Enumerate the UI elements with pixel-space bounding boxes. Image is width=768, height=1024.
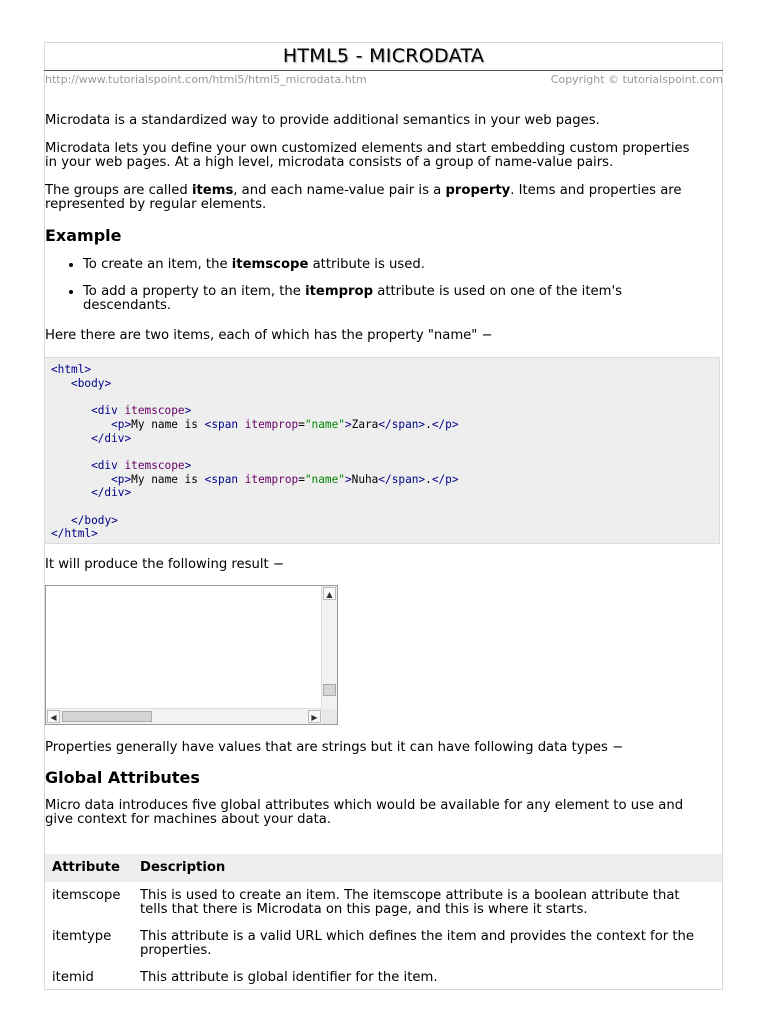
result-lead: It will produce the following result − (45, 557, 284, 572)
term-itemscope: itemscope (231, 257, 309, 272)
horizontal-scrollbar[interactable] (46, 708, 322, 724)
code-token: <div (91, 458, 118, 472)
data-types-lead: Properties generally have values that are strings but it can have following data types − (45, 740, 624, 755)
term-itemprop: itemprop (305, 284, 374, 299)
code-block (44, 357, 720, 544)
code-token: My name is (131, 472, 205, 486)
code-token: "name" (304, 472, 345, 486)
global-attributes-intro (45, 799, 683, 827)
intro-paragraph-2-line-1: Microdata lets you define your own customized elements and start embedding custom properties (45, 141, 690, 156)
description-line: This attribute is global identifier for the item. (140, 970, 438, 985)
code-token: </p> (431, 417, 459, 431)
code-token: . (425, 417, 432, 431)
table-row (45, 923, 722, 964)
code-token: </html> (51, 527, 98, 541)
attributes-table (45, 854, 722, 991)
text: To create an item, the (83, 257, 232, 272)
description-line: This attribute is a valid URL which defines the item and provides the context for the (140, 929, 695, 944)
attribute-name-cell: itemtype (52, 929, 112, 944)
text: descendants. (83, 298, 172, 313)
code-token: itemprop (244, 472, 299, 486)
code-token: <p> (111, 472, 132, 486)
description-line: This is used to create an item. The itemscope attribute is a boolean attribute that (140, 888, 680, 903)
source-url[interactable]: http://www.tutorialspoint.com/html5/html5_microdata.htm (45, 73, 367, 86)
vertical-scroll-thumb[interactable] (323, 684, 336, 696)
list-item (83, 285, 705, 313)
attribute-description-cell (133, 923, 722, 964)
list-item (83, 258, 705, 272)
arrow-left-icon[interactable]: ◀ (47, 710, 60, 723)
column-header-description: Description (133, 854, 722, 882)
code-token: <body> (71, 376, 112, 390)
arrow-right-icon[interactable]: ▶ (308, 710, 321, 723)
code-token: > (184, 404, 192, 418)
code-token: <p> (111, 417, 132, 431)
text: attribute is used on one of the item's (373, 284, 622, 299)
code-token: </div> (91, 486, 132, 500)
global-attributes-heading: Global Attributes (45, 768, 200, 787)
code-token: Zara (351, 417, 379, 431)
code-token: itemprop (244, 417, 299, 431)
column-header-attribute: Attribute (45, 854, 133, 882)
code-token: <span (204, 417, 239, 431)
global-attributes-intro-line-1: Micro data introduces five global attributes which would be available for any element to use and (45, 798, 684, 813)
attribute-name-cell: itemscope (52, 888, 121, 903)
code-token: <span (204, 472, 239, 486)
code-token: </span> (378, 472, 426, 486)
intro-paragraph-1: Microdata is a standardized way to provide additional semantics in your web pages. (45, 113, 600, 128)
attribute-description-cell (133, 882, 722, 923)
vertical-scrollbar[interactable] (321, 586, 337, 709)
text: , and each name-value pair is a (233, 183, 446, 198)
intro-paragraph-2 (45, 142, 690, 170)
attribute-description-cell (133, 964, 722, 991)
result-iframe[interactable] (45, 585, 338, 725)
copyright-notice: Copyright © tutorialspoint.com (550, 73, 723, 86)
code-token: </div> (91, 431, 132, 445)
code-token: </body> (71, 513, 118, 527)
horizontal-scroll-thumb[interactable] (62, 711, 152, 722)
code-token: . (425, 472, 432, 486)
text: To add a property to an item, the (83, 284, 306, 299)
code-token: "name" (304, 417, 345, 431)
table-header-row (45, 854, 722, 882)
description-line: properties. (140, 943, 212, 958)
scrollbar-corner (322, 709, 337, 724)
text: attribute is used. (308, 257, 425, 272)
code-token: <div (91, 404, 118, 418)
code-token: > (344, 417, 352, 431)
table-row (45, 964, 722, 991)
text: The groups are called (45, 183, 192, 198)
code-token: My name is (131, 417, 205, 431)
code-token: = (298, 472, 305, 486)
code-token: </span> (378, 417, 426, 431)
code-token: > (184, 458, 192, 472)
code-token: <html> (51, 363, 92, 376)
intro-paragraph-3-line-2: represented by regular elements. (45, 197, 267, 212)
term-property: property (445, 183, 511, 198)
code-lead: Here there are two items, each of which has the property "name" − (45, 328, 493, 343)
attribute-name-cell: itemid (52, 970, 94, 985)
title-divider (44, 70, 723, 71)
intro-paragraph-3 (45, 184, 682, 212)
description-line: tells that there is Microdata on this page, and this is where it starts. (140, 902, 588, 917)
code-token: </p> (431, 472, 459, 486)
code-token: = (298, 417, 305, 431)
example-heading: Example (45, 226, 122, 245)
code-token: > (344, 472, 352, 486)
intro-paragraph-2-line-2: in your web pages. At a high level, microdata consists of a group of name-value pairs. (45, 155, 614, 170)
code-token: itemscope (124, 404, 185, 418)
table-row (45, 882, 722, 923)
page-title: HTML5 - MICRODATA (282, 45, 485, 67)
text: . Items and properties are (510, 183, 682, 198)
term-items: items (191, 183, 234, 198)
code-token: Nuha (351, 472, 379, 486)
code-token: itemscope (124, 458, 185, 472)
example-bullet-list (45, 258, 705, 326)
global-attributes-intro-line-2: give context for machines about your data. (45, 812, 332, 827)
arrow-up-icon[interactable]: ▲ (323, 587, 336, 600)
